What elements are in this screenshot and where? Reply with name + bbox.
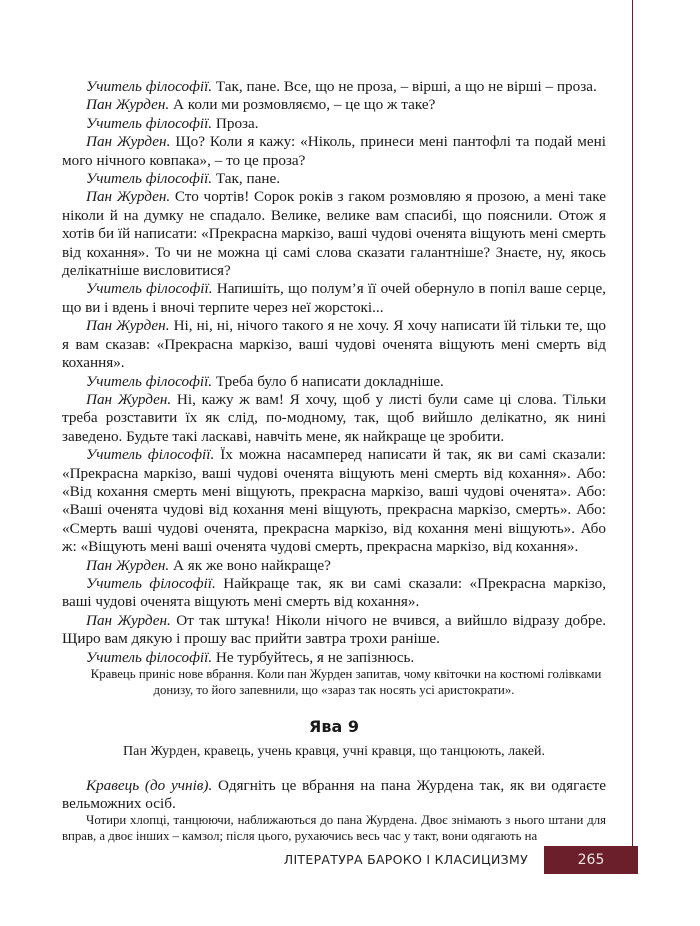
dialogue-line [62, 575, 606, 612]
line-text: А як же воно найкраще? [169, 556, 331, 574]
dialogue-line [62, 96, 606, 114]
speaker-name: Учитель філософії. [86, 114, 213, 132]
speaker-name: Пан Журден. [86, 96, 170, 114]
dialogue-line [62, 446, 606, 556]
dialogue-line [62, 317, 606, 372]
line-text: Так, пане. [212, 170, 281, 188]
dialogue-line [62, 777, 606, 814]
speaker-name: Учитель філософії. [86, 446, 215, 464]
scene-title: Ява 9 [309, 717, 359, 737]
line-text: Що? Коли я кажу: «Ніколь, принеси мені пантофлі та подай мені мого нічного ковпака», – то це проза? [62, 133, 606, 169]
line-text: Їх можна насамперед написати й так, як ви самі сказали: «Прекрасна маркізо, ваші чудові оченята віщують мені смерть від кохання». Або: «Від кохання смерть мені віщують, прекрасна маркізо, ваші чудові оченята». Або: «Ваші оченята чудові від кохання мені віщують, прекрасна маркізо, смерть». Або: «Смерть ваші чудові оченята, прекрасна маркізо, від кохання мені віщують». Або ж: «Віщують мені ваші оченята чудові смерть, прекрасна маркізо, від кохання». [62, 446, 606, 556]
dialogue-line [62, 78, 606, 96]
line-text: От так штука! Ніколи нічого не вчився, а вийшло відразу добре. Щиро вам дякую і прошу вас прийти завтра трохи раніше. [62, 611, 606, 648]
page-content [62, 78, 606, 845]
page-number-box [544, 846, 638, 874]
line-text: Одягніть це вбрання на пана Журдена так, як ви одягаєте вельможних осіб. [62, 776, 606, 812]
speaker-name: Пан Журден. [86, 611, 171, 629]
footer-section-title: ЛІТЕРАТУРА БАРОКО І КЛАСИЦИЗМУ [283, 852, 528, 867]
line-text: Не турбуйтесь, я не запізнюсь. [212, 648, 415, 666]
speaker-name: Учитель філософії. [86, 648, 213, 666]
stage-direction: Кравець приніс нове вбрання. Коли пан Журден запитав, чому квіточки на костюмі голівками донизу, то його запевнили, що «зараз так носять усі аристократи». [90, 667, 602, 697]
dialogue-line [62, 133, 606, 170]
speaker-name: Пан Журден. [86, 317, 170, 335]
line-text: Найкраще так, як ви самі сказали: «Прекрасна маркізо, ваші чудові оченята віщують мені смерть від кохання». [62, 574, 606, 611]
dialogue-line [62, 188, 606, 280]
line-text: Ні, ні, ні, нічого такого я не хочу. Я хочу написати їй тільки те, що я вам сказав: «Прекрасна маркізо, ваші чудові оченята віщують мені смерть від кохання». [62, 317, 606, 372]
dialogue-line [62, 557, 606, 575]
speaker-name: Учитель філософії. [86, 574, 216, 592]
dialogue-line [62, 649, 606, 667]
line-text: Ні, кажу ж вам! Я хочу, щоб у листі були саме ці слова. Тільки треба розставити їх як слід, по-модному, так, щоб вийшло делікатно, як нині заведено. Будьте такі ласкаві, навчіть мене, як найкраще це зробити. [62, 390, 606, 445]
line-text: Сто чортів! Сорок років з гаком розмовляю я прозою, а мені таке ніколи й на думку не спадало. Велике, велике вам спасибі, що пояснили. Отож я хотів би їй написати: «Прекрасна маркізо, ваші чудові оченята віщують мені смерть від кохання». То чи не можна ці самі слова сказати галантніше? Знаєте, ну, якось делікатніше висловитися? [62, 188, 606, 280]
dialogue [62, 78, 606, 667]
dialogue-line [62, 280, 606, 317]
speaker-name: Пан Журден. [86, 133, 171, 151]
speaker-name: Учитель філософії. [86, 170, 213, 188]
dialogue-line [62, 373, 606, 391]
dialogue-line [62, 391, 606, 446]
dialogue-line [62, 115, 606, 133]
line-text: Проза. [212, 114, 259, 132]
page-number: 265 [577, 852, 605, 868]
speaker-name: Учитель філософії. [86, 280, 213, 298]
speaker-name: Кравець (до учнів). [86, 776, 213, 794]
speaker-name: Пан Журден. [86, 188, 171, 206]
line-text: А коли ми розмовляємо, – це що ж таке? [169, 96, 436, 114]
stage-direction: Чотири хлопці, танцюючи, наближаються до пана Журдена. Двоє знімають з нього штани для вправ, а двоє інших – камзол; після цього, рухаючись весь час у такт, вони одягають на [62, 813, 606, 843]
speaker-name: Учитель філософії. [86, 372, 213, 390]
speaker-name: Пан Журден. [86, 556, 170, 574]
line-text: Напишіть, що полум’я її очей обернуло в попіл ваше серце, що ви і вдень і вночі терпите через неї жорстокі... [62, 280, 606, 316]
speaker-name: Пан Журден. [86, 390, 172, 408]
line-text: Так, пане. Все, що не проза, – вірші, а що не вірші – проза. [212, 78, 597, 95]
page-edge-line [632, 0, 633, 860]
dialogue-line [62, 612, 606, 649]
scene-cast: Пан Журден, кравець, учень кравця, учні кравця, що танцюють, лакей. [123, 743, 545, 759]
line-text: Треба було б написати докладніше. [212, 372, 444, 390]
dialogue-line [62, 170, 606, 188]
speaker-name: Учитель філософії. [86, 78, 213, 95]
